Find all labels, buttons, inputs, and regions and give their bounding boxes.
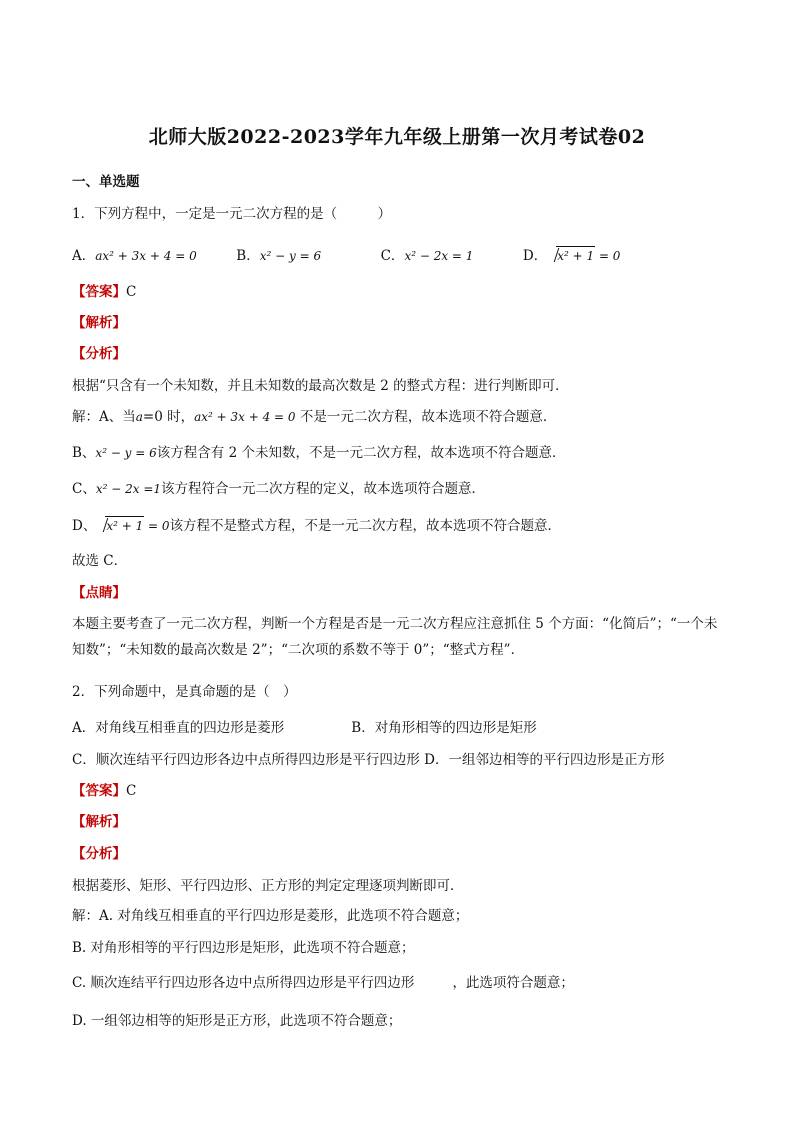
sqrt-symbol: x² + 1 xyxy=(96,516,144,535)
q2-solution-d: D. 一组邻边相等的矩形是正方形，此选项不符合题意； xyxy=(72,1013,402,1029)
q1-solution-b: B、x² − y = 6该方程含有 2 个未知数，不是一元二次方程，故本选项不符合题意． xyxy=(72,445,566,461)
document-title: 北师大版2022-2023学年九年级上册第一次月考试卷02 xyxy=(148,126,646,148)
q1-option-c: C．x² − 2x = 1 xyxy=(380,248,474,264)
q1-options xyxy=(72,246,620,265)
section-heading: 一、单选题 xyxy=(72,174,140,190)
q1-solution-a: 解：A、当a=0 时，ax² + 3x + 4 = 0 不是一元二次方程，故本选项不符合题意． xyxy=(72,409,557,425)
q2-fenxi-tag: 【分析】 xyxy=(72,846,126,862)
q2-options-row2 xyxy=(72,751,664,769)
q2-option-b: B．对角形相等的四边形是矩形 xyxy=(351,720,537,736)
q1-fenxi-text: 根据“只含有一个未知数，并且未知数的最高次数是 2 的整式方程：进行判断即可． xyxy=(72,378,569,394)
q2-fenxi-text: 根据菱形、矩形、平行四边形、正方形的判定定理逐项判断即可． xyxy=(72,878,464,894)
q2-solution-b: B. 对角形相等的平行四边形是矩形，此选项不符合题意； xyxy=(72,940,415,956)
q1-conclusion: 故选 C． xyxy=(72,553,128,569)
q1-answer: 【答案】C xyxy=(72,284,137,300)
q1-option-a: A．ax² + 3x + 4 = 0 xyxy=(72,248,197,264)
q1-solution-d: D、 x² + 1 = 0该方程不是整式方程，不是一元二次方程，故本选项不符合题意． xyxy=(72,518,562,534)
q1-dianjing-text: 本题主要考查了一元二次方程，判断一个方程是否是一元二次方程应注意抓住 5 个方面：“化简后”；“一个未知数”；“未知数的最高次数是 2”；“二次项的系数不等于 0”；“整式方程”． xyxy=(72,616,718,658)
q1-dianjing-tag: 【点睛】 xyxy=(72,585,126,601)
q1-option-d: D． x² + 1 = 0 xyxy=(522,248,621,264)
q2-option-a: A．对角线互相垂直的四边形是菱形 xyxy=(72,720,285,736)
q2-analysis-tag: 【解析】 xyxy=(72,814,126,830)
q2-option-c: C．顺次连结平行四边形各边中点所得四边形是平行四边形 xyxy=(72,752,420,768)
q2-solution-c: C. 顺次连结平行四边形各边中点所得四边形是平行四边形 ，此选项符合题意； xyxy=(72,975,574,991)
q2-answer: 【答案】C xyxy=(72,783,137,799)
q2-options-row1 xyxy=(72,719,537,737)
sqrt-symbol: x² + 1 xyxy=(547,246,595,265)
q2-stem: 2．下列命题中，是真命题的是（ ） xyxy=(72,684,297,700)
q1-solution-c: C、x² − 2x =1该方程符合一元二次方程的定义，故本选项符合题意． xyxy=(72,481,486,497)
q2-solution-a: 解：A. 对角线互相垂直的平行四边形是菱形，此选项不符合题意； xyxy=(72,908,469,924)
q1-fenxi-tag: 【分析】 xyxy=(72,346,126,362)
q1-stem: 1．下列方程中，一定是一元二次方程的是（ ） xyxy=(72,206,392,222)
q1-option-b: B．x² − y = 6 xyxy=(236,248,322,264)
q1-analysis-tag: 【解析】 xyxy=(72,315,126,331)
q2-option-d: D．一组邻边相等的平行四边形是正方形 xyxy=(424,752,665,768)
